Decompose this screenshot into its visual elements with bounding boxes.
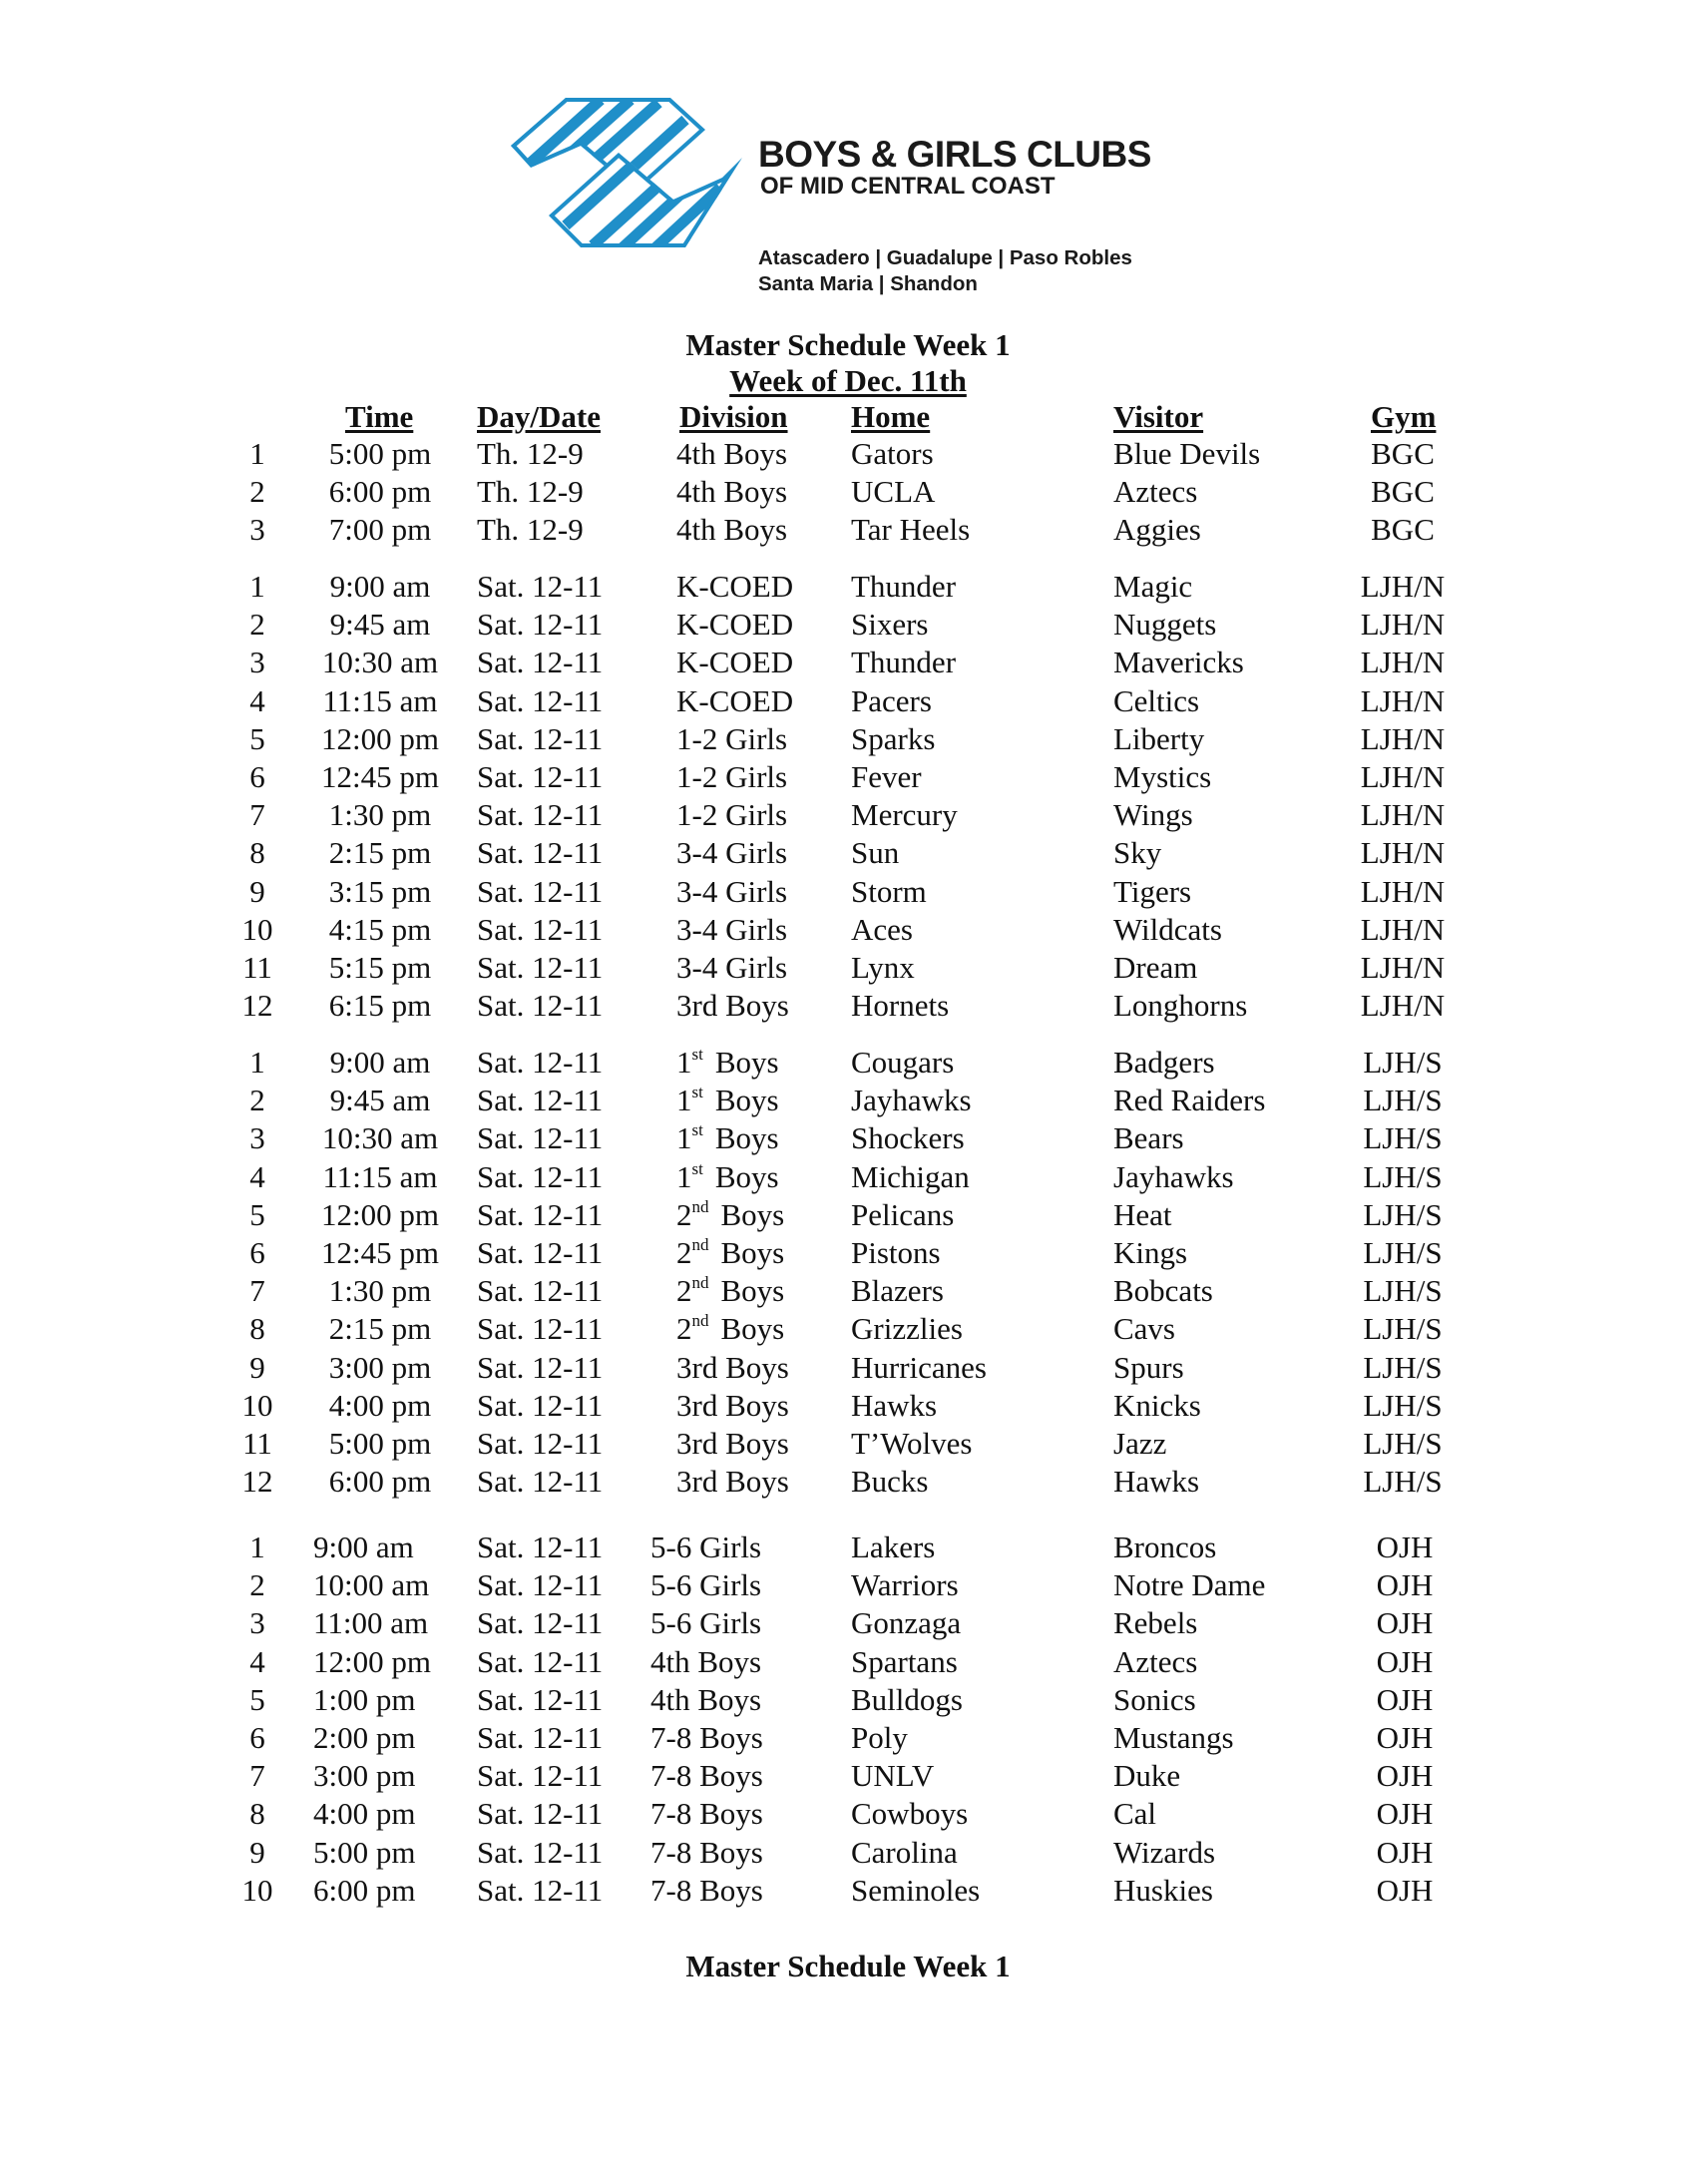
game-division: 1-2 Girls [676, 720, 788, 756]
game-day: Sat. 12-11 [477, 1158, 604, 1194]
home-team: Jayhawks [851, 1083, 972, 1118]
game-time: 10:30 am [321, 645, 439, 680]
division-number: 2 [676, 1235, 692, 1270]
game-division: 4th Boys [676, 436, 788, 471]
org-locations-line1: Atascadero | Guadalupe | Paso Robles [758, 246, 1132, 269]
game-time: 11:15 am [322, 682, 438, 718]
visitor-team: Mavericks [1113, 645, 1244, 680]
visitor-team: Jayhawks [1113, 1158, 1234, 1194]
visitor-team: Cavs [1113, 1311, 1175, 1347]
division-group: Boys [720, 1273, 785, 1309]
game-division: 7-8 Boys [650, 1834, 763, 1870]
gym: LJH/S [1363, 1158, 1443, 1194]
game-day: Sat. 12-11 [477, 720, 604, 756]
gym: LJH/N [1360, 720, 1446, 756]
row-number: 5 [249, 720, 265, 756]
visitor-team: Heat [1113, 1196, 1172, 1232]
gym: LJH/N [1360, 645, 1446, 680]
visitor-team: Mystics [1113, 759, 1212, 794]
header-time: Time [345, 399, 414, 434]
visitor-team: Liberty [1113, 720, 1205, 756]
division-ordinal-suffix: nd [691, 1273, 709, 1293]
game-division: 5-6 Girls [650, 1529, 762, 1564]
visitor-team: Spurs [1113, 1349, 1184, 1385]
game-division: 5-6 Girls [650, 1567, 762, 1603]
game-time: 6:00 pm [328, 1464, 432, 1500]
row-number: 9 [249, 873, 265, 909]
home-team: Blazers [851, 1273, 944, 1309]
game-day: Sat. 12-11 [477, 1643, 604, 1679]
game-time: 5:00 pm [328, 436, 432, 471]
division-number: 1 [676, 1158, 692, 1194]
game-time: 4:00 pm [328, 1387, 432, 1423]
row-number: 2 [249, 1567, 265, 1603]
game-time: 1:30 pm [328, 1273, 432, 1309]
gym: LJH/N [1360, 835, 1446, 871]
game-time: 1:00 pm [313, 1681, 416, 1717]
division-number: 1 [676, 1120, 692, 1156]
game-time: 4:15 pm [328, 911, 432, 947]
gym: LJH/N [1360, 797, 1446, 833]
game-division: 1-2 Girls [676, 759, 788, 794]
home-team: Warriors [851, 1567, 959, 1603]
game-division: 4th Boys [676, 512, 788, 548]
game-day: Sat. 12-11 [477, 873, 604, 909]
game-day: Sat. 12-11 [477, 1311, 604, 1347]
division-group: Boys [714, 1045, 779, 1080]
gym: LJH/S [1363, 1426, 1443, 1461]
visitor-team: Tigers [1113, 873, 1192, 909]
visitor-team: Jazz [1113, 1426, 1167, 1461]
visitor-team: Huskies [1113, 1872, 1213, 1908]
game-division [676, 1083, 779, 1118]
visitor-team: Kings [1113, 1235, 1188, 1270]
row-number: 2 [249, 474, 265, 510]
game-day: Sat. 12-11 [477, 1834, 604, 1870]
game-time: 12:45 pm [321, 1235, 439, 1270]
game-day: Sat. 12-11 [477, 1120, 604, 1156]
row-number: 1 [249, 569, 265, 604]
home-team: Seminoles [851, 1872, 981, 1908]
game-day: Th. 12-9 [477, 512, 584, 548]
row-number: 10 [241, 1387, 273, 1423]
game-division: 7-8 Boys [650, 1796, 763, 1832]
game-division: 3-4 Girls [676, 950, 788, 985]
gym: BGC [1371, 474, 1435, 510]
row-number: 7 [249, 797, 265, 833]
header-home: Home [851, 399, 931, 434]
gym: LJH/S [1363, 1349, 1443, 1385]
home-team: Sun [851, 835, 900, 871]
visitor-team: Duke [1113, 1758, 1181, 1794]
row-number: 9 [249, 1834, 265, 1870]
row-number: 1 [249, 1045, 265, 1080]
game-division: 3rd Boys [676, 1464, 789, 1500]
visitor-team: Celtics [1113, 682, 1200, 718]
game-day: Sat. 12-11 [477, 1605, 604, 1641]
game-time: 3:15 pm [328, 873, 432, 909]
home-team: T’Wolves [851, 1426, 973, 1461]
game-division: 3-4 Girls [676, 911, 788, 947]
game-time: 6:00 pm [313, 1872, 416, 1908]
header-visitor: Visitor [1113, 399, 1204, 434]
home-team: Pacers [851, 682, 932, 718]
visitor-team: Aztecs [1113, 1643, 1198, 1679]
division-group: Boys [714, 1158, 779, 1194]
game-day: Sat. 12-11 [477, 835, 604, 871]
visitor-team: Longhorns [1113, 988, 1248, 1024]
game-day: Th. 12-9 [477, 474, 584, 510]
home-team: Hawks [851, 1387, 938, 1423]
gym: BGC [1371, 436, 1435, 471]
division-ordinal-suffix: nd [691, 1235, 709, 1254]
game-day: Sat. 12-11 [477, 1426, 604, 1461]
home-team: UCLA [851, 474, 936, 510]
visitor-team: Aztecs [1113, 474, 1198, 510]
game-day: Th. 12-9 [477, 436, 584, 471]
page-subtitle: Week of Dec. 11th [729, 363, 967, 398]
game-division: K-COED [676, 569, 794, 604]
game-day: Sat. 12-11 [477, 607, 604, 643]
visitor-team: Cal [1113, 1796, 1157, 1832]
division-ordinal-suffix: st [691, 1045, 703, 1064]
home-team: Thunder [851, 569, 957, 604]
gym: OJH [1376, 1872, 1434, 1908]
game-day: Sat. 12-11 [477, 1083, 604, 1118]
game-division: 3-4 Girls [676, 835, 788, 871]
gym: BGC [1371, 512, 1435, 548]
page-footer: Master Schedule Week 1 [685, 1949, 1011, 1983]
row-number: 5 [249, 1196, 265, 1232]
game-day: Sat. 12-11 [477, 988, 604, 1024]
division-ordinal-suffix: st [691, 1083, 703, 1102]
gym: OJH [1376, 1758, 1434, 1794]
gym: LJH/N [1360, 873, 1446, 909]
game-day: Sat. 12-11 [477, 1196, 604, 1232]
visitor-team: Sky [1113, 835, 1162, 871]
home-team: Gonzaga [851, 1605, 962, 1641]
game-day: Sat. 12-11 [477, 1464, 604, 1500]
row-number: 11 [242, 950, 272, 985]
header-day: Day/Date [477, 399, 601, 434]
home-team: Cowboys [851, 1796, 969, 1832]
game-time: 9:45 am [329, 607, 431, 643]
row-number: 7 [249, 1273, 265, 1309]
visitor-team: Nuggets [1113, 607, 1217, 643]
gym: LJH/N [1360, 682, 1446, 718]
game-time: 6:15 pm [328, 988, 432, 1024]
interlocking-hands-logo [511, 98, 742, 247]
game-time: 9:00 am [329, 569, 431, 604]
gym: LJH/S [1363, 1311, 1443, 1347]
game-time: 12:45 pm [321, 759, 439, 794]
visitor-team: Aggies [1113, 512, 1201, 548]
row-number: 3 [249, 1120, 265, 1156]
gym: OJH [1376, 1529, 1434, 1564]
row-number: 4 [249, 1158, 265, 1194]
game-time: 9:00 am [313, 1529, 414, 1564]
row-number: 8 [249, 1796, 265, 1832]
division-number: 2 [676, 1311, 692, 1347]
game-time: 7:00 pm [328, 512, 432, 548]
row-number: 7 [249, 1758, 265, 1794]
game-division: 3-4 Girls [676, 873, 788, 909]
home-team: Spartans [851, 1643, 958, 1679]
game-division [676, 1273, 785, 1309]
row-number: 9 [249, 1349, 265, 1385]
game-division: 1-2 Girls [676, 797, 788, 833]
home-team: Bucks [851, 1464, 929, 1500]
game-day: Sat. 12-11 [477, 645, 604, 680]
home-team: Sixers [851, 607, 929, 643]
game-day: Sat. 12-11 [477, 1567, 604, 1603]
home-team: Tar Heels [851, 512, 971, 548]
game-division: 3rd Boys [676, 1387, 789, 1423]
row-number: 10 [241, 911, 273, 947]
visitor-team: Rebels [1113, 1605, 1198, 1641]
gym: OJH [1376, 1643, 1434, 1679]
row-number: 3 [249, 512, 265, 548]
gym: LJH/S [1363, 1387, 1443, 1423]
division-group: Boys [720, 1235, 785, 1270]
game-division [676, 1237, 784, 1268]
visitor-team: Magic [1113, 569, 1193, 604]
division-group: Boys [720, 1196, 785, 1232]
gym: LJH/N [1360, 911, 1446, 947]
home-team: Michigan [851, 1158, 970, 1194]
org-locations-line2: Santa Maria | Shandon [758, 272, 978, 295]
row-number: 5 [249, 1681, 265, 1717]
row-number: 6 [249, 759, 265, 794]
gym: OJH [1376, 1720, 1434, 1755]
gym: LJH/S [1363, 1045, 1443, 1080]
division-number: 2 [676, 1273, 692, 1309]
game-division: 5-6 Girls [650, 1605, 762, 1641]
row-number: 12 [241, 1464, 273, 1500]
home-team: Carolina [851, 1834, 958, 1870]
row-number: 8 [249, 1311, 265, 1347]
game-division: K-COED [676, 607, 794, 643]
game-time: 3:00 pm [313, 1758, 416, 1794]
visitor-team: Wings [1113, 797, 1193, 833]
division-group: Boys [714, 1120, 779, 1156]
game-division: 7-8 Boys [650, 1872, 763, 1908]
game-division [676, 1311, 785, 1347]
gym: LJH/S [1363, 1464, 1443, 1500]
game-division: 3rd Boys [676, 988, 789, 1024]
game-time: 3:00 pm [328, 1349, 432, 1385]
row-number: 6 [249, 1720, 265, 1755]
home-team: Cougars [851, 1045, 955, 1080]
game-division: 3rd Boys [676, 1349, 789, 1385]
visitor-team: Wizards [1113, 1834, 1216, 1870]
visitor-team: Wildcats [1113, 911, 1222, 947]
visitor-team: Mustangs [1113, 1720, 1234, 1755]
game-division: K-COED [676, 645, 794, 680]
game-division: K-COED [676, 682, 794, 718]
home-team: Mercury [851, 797, 958, 833]
visitor-team: Red Raiders [1113, 1083, 1266, 1118]
game-division: 3rd Boys [676, 1426, 789, 1461]
visitor-team: Badgers [1113, 1045, 1215, 1080]
game-day: Sat. 12-11 [477, 682, 604, 718]
home-team: Hornets [851, 988, 950, 1024]
division-number: 1 [676, 1045, 692, 1080]
row-number: 2 [249, 607, 265, 643]
row-number: 11 [242, 1426, 272, 1461]
game-day: Sat. 12-11 [477, 797, 604, 833]
game-day: Sat. 12-11 [477, 1529, 604, 1564]
game-time: 1:30 pm [328, 797, 432, 833]
game-day: Sat. 12-11 [477, 569, 604, 604]
game-time: 11:00 am [313, 1605, 429, 1641]
home-team: UNLV [851, 1758, 935, 1794]
game-time: 2:00 pm [313, 1720, 416, 1755]
game-day: Sat. 12-11 [477, 1235, 604, 1270]
row-number: 12 [241, 988, 273, 1024]
gym: LJH/N [1360, 950, 1446, 985]
game-time: 5:00 pm [328, 1426, 432, 1461]
visitor-team: Knicks [1113, 1387, 1201, 1423]
game-day: Sat. 12-11 [477, 1872, 604, 1908]
division-ordinal-suffix: nd [691, 1196, 709, 1216]
game-time: 12:00 pm [321, 1196, 439, 1232]
game-day: Sat. 12-11 [477, 1720, 604, 1755]
game-day: Sat. 12-11 [477, 1387, 604, 1423]
game-division: 7-8 Boys [650, 1720, 763, 1755]
game-division: 4th Boys [676, 474, 788, 510]
game-division: 7-8 Boys [650, 1758, 763, 1794]
game-time: 9:45 am [329, 1083, 431, 1118]
game-day: Sat. 12-11 [477, 950, 604, 985]
division-number: 2 [676, 1196, 692, 1232]
gym: LJH/N [1360, 759, 1446, 794]
division-number: 1 [676, 1083, 692, 1118]
game-division [676, 1047, 779, 1078]
header-gym: Gym [1371, 399, 1437, 434]
visitor-team: Hawks [1113, 1464, 1200, 1500]
game-time: 5:15 pm [328, 950, 432, 985]
gym: OJH [1376, 1567, 1434, 1603]
org-subtitle: OF MID CENTRAL COAST [760, 173, 1056, 200]
game-time: 2:15 pm [328, 1311, 432, 1347]
org-name: BOYS & GIRLS CLUBS [758, 134, 1151, 175]
visitor-team: Bears [1113, 1120, 1184, 1156]
visitor-team: Blue Devils [1113, 436, 1261, 471]
visitor-team: Sonics [1113, 1681, 1196, 1717]
division-group: Boys [720, 1311, 785, 1347]
row-number: 4 [249, 1643, 265, 1679]
row-number: 1 [249, 1529, 265, 1564]
game-time: 12:00 pm [321, 720, 439, 756]
game-day: Sat. 12-11 [477, 1349, 604, 1385]
game-day: Sat. 12-11 [477, 1796, 604, 1832]
home-team: Thunder [851, 645, 957, 680]
home-team: Fever [851, 759, 922, 794]
home-team: Grizzlies [851, 1311, 963, 1347]
home-team: Gators [851, 436, 934, 471]
home-team: Hurricanes [851, 1349, 987, 1385]
gym: LJH/S [1363, 1083, 1443, 1118]
row-number: 2 [249, 1083, 265, 1118]
home-team: Lynx [851, 950, 915, 985]
row-number: 3 [249, 1605, 265, 1641]
game-time: 4:00 pm [313, 1796, 416, 1832]
home-team: Storm [851, 873, 927, 909]
gym: LJH/S [1363, 1120, 1443, 1156]
game-division [676, 1158, 779, 1194]
game-division: 4th Boys [650, 1681, 762, 1717]
row-number: 3 [249, 645, 265, 680]
gym: LJH/S [1363, 1235, 1443, 1270]
game-day: Sat. 12-11 [477, 1681, 604, 1717]
home-team: Pistons [851, 1235, 941, 1270]
game-time: 10:00 am [313, 1567, 430, 1603]
visitor-team: Dream [1113, 950, 1198, 985]
division-ordinal-suffix: st [691, 1158, 703, 1178]
home-team: Aces [851, 911, 913, 947]
row-number: 10 [241, 1872, 273, 1908]
gym: OJH [1376, 1796, 1434, 1832]
gym: LJH/S [1363, 1273, 1443, 1309]
page-title: Master Schedule Week 1 [685, 327, 1011, 362]
game-day: Sat. 12-11 [477, 1045, 604, 1080]
game-day: Sat. 12-11 [477, 759, 604, 794]
game-division [676, 1120, 779, 1156]
gym: LJH/N [1360, 569, 1446, 604]
visitor-team: Notre Dame [1113, 1567, 1266, 1603]
home-team: Shockers [851, 1120, 965, 1156]
row-number: 1 [249, 436, 265, 471]
row-number: 4 [249, 682, 265, 718]
home-team: Lakers [851, 1529, 936, 1564]
home-team: Bulldogs [851, 1681, 963, 1717]
game-day: Sat. 12-11 [477, 911, 604, 947]
game-division [676, 1196, 785, 1232]
game-day: Sat. 12-11 [477, 1273, 604, 1309]
gym: LJH/N [1360, 607, 1446, 643]
gym: OJH [1376, 1834, 1434, 1870]
home-team: Pelicans [851, 1196, 955, 1232]
gym: LJH/S [1363, 1196, 1443, 1232]
division-group: Boys [714, 1083, 779, 1118]
row-number: 6 [249, 1235, 265, 1270]
visitor-team: Bobcats [1113, 1273, 1213, 1309]
visitor-team: Broncos [1113, 1529, 1217, 1564]
game-day: Sat. 12-11 [477, 1758, 604, 1794]
division-ordinal-suffix: nd [691, 1311, 709, 1331]
game-time: 11:15 am [322, 1158, 438, 1194]
home-team: Sparks [851, 720, 936, 756]
gym: OJH [1376, 1605, 1434, 1641]
game-time: 5:00 pm [313, 1834, 416, 1870]
game-division: 4th Boys [650, 1643, 762, 1679]
game-time: 10:30 am [321, 1120, 439, 1156]
header-division: Division [679, 399, 788, 434]
home-team: Poly [851, 1720, 908, 1755]
row-number: 8 [249, 835, 265, 871]
game-time: 12:00 pm [313, 1643, 431, 1679]
gym: OJH [1376, 1681, 1434, 1717]
game-time: 6:00 pm [328, 474, 432, 510]
division-ordinal-suffix: st [691, 1120, 703, 1140]
game-time: 2:15 pm [328, 835, 432, 871]
gym: LJH/N [1360, 988, 1446, 1024]
game-time: 9:00 am [329, 1045, 431, 1080]
